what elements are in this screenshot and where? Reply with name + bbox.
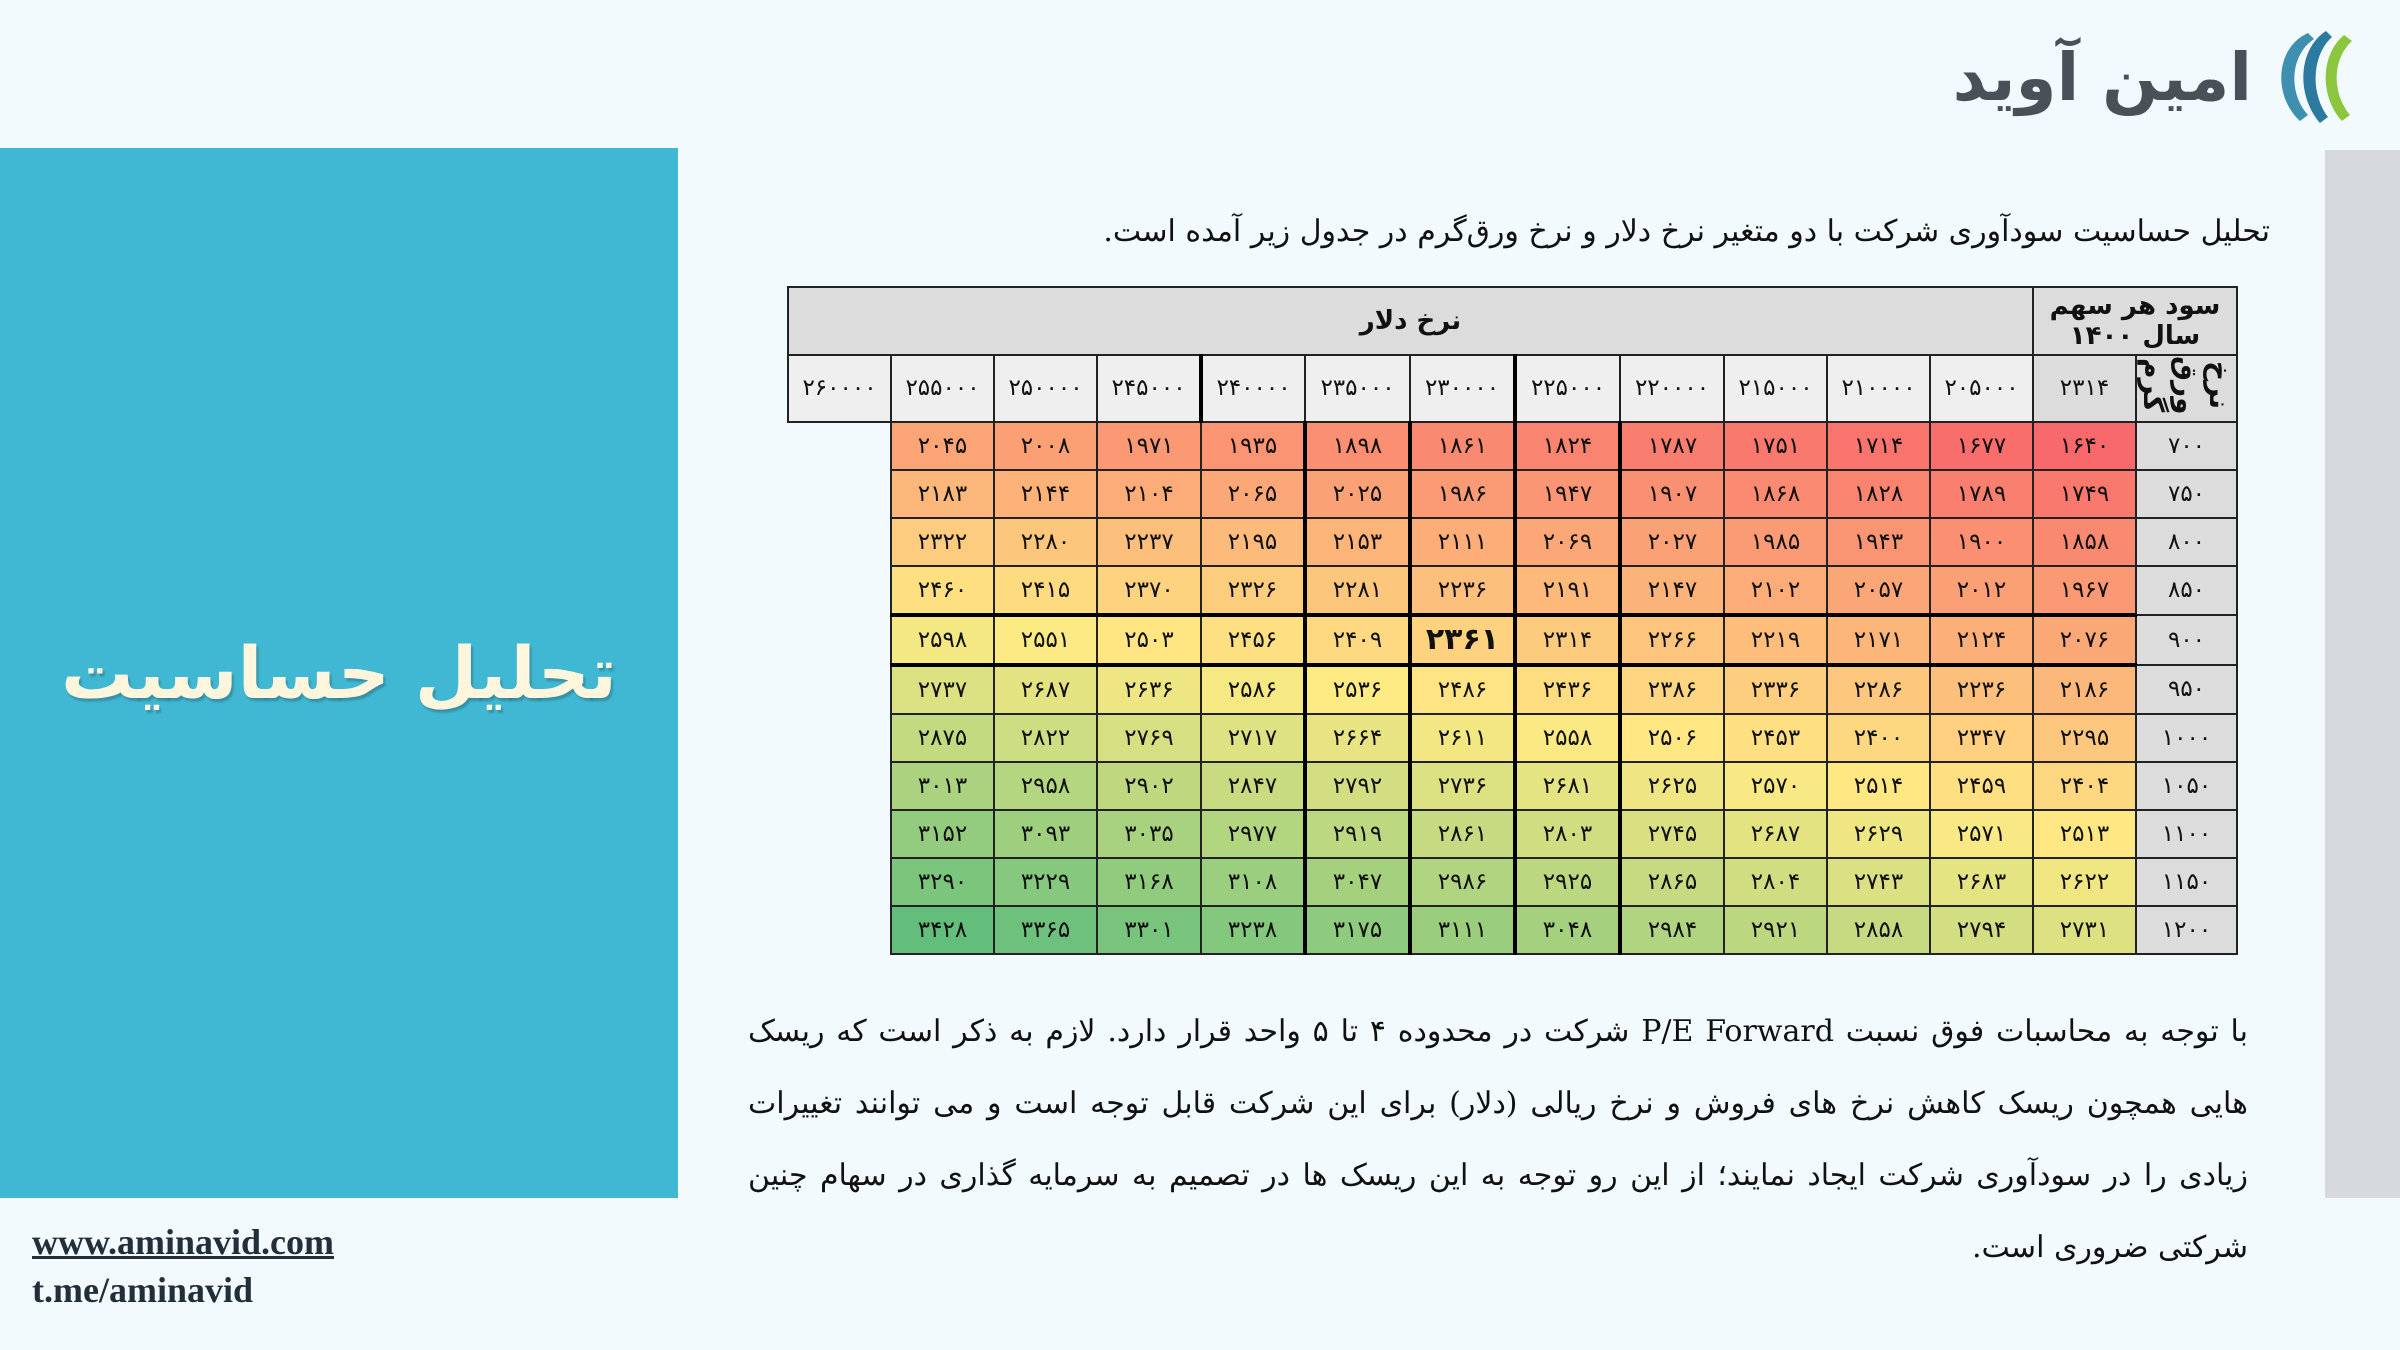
- dollar-rate-header: ۲۵۰۰۰۰: [994, 355, 1097, 422]
- eps-cell: ۲۱۰۲: [1724, 566, 1827, 615]
- eps-cell: ۲۸۲۲: [994, 714, 1097, 762]
- eps-cell: ۲۳۲۲: [891, 518, 994, 566]
- eps-cell: ۲۲۳۶: [1410, 566, 1515, 615]
- eps-cell: ۲۲۳۶: [1930, 665, 2033, 714]
- dollar-rate-header: ۲۲۵۰۰۰: [1515, 355, 1620, 422]
- eps-cell: ۱۸۲۴: [1515, 422, 1620, 470]
- dollar-rate-header: ۲۶۰۰۰۰: [788, 355, 891, 422]
- eps-cell: ۲۱۹۵: [1201, 518, 1305, 566]
- sheet-rate-header: ۹۵۰: [2136, 665, 2237, 714]
- eps-cell: ۳۰۳۵: [1097, 810, 1201, 858]
- slide-title: تحلیل حساسیت: [61, 631, 617, 715]
- table-row: [788, 566, 2237, 615]
- eps-cell: ۱۹۰۰: [1930, 518, 2033, 566]
- eps-cell: ۳۲۳۸: [1201, 906, 1305, 954]
- eps-cell: ۳۴۲۸: [891, 906, 994, 954]
- eps-cell: ۲۷۱۷: [1201, 714, 1305, 762]
- eps-cell: ۲۴۰۹: [1305, 615, 1410, 665]
- eps-cell: ۲۰۶۵: [1201, 470, 1305, 518]
- website-link[interactable]: www.aminavid.com: [32, 1222, 335, 1262]
- analysis-paragraph: با توجه به محاسبات فوق نسبت P/E Forward شرکت در محدوده ۴ تا ۵ واحد قرار دارد. لازم به ذکر است که ریسک هایی همچون ریسک کاهش نرخ های فروش و نرخ ریالی (دلار) برای این شرکت قابل توجه است و می توانند تغییرات زیادی را در سودآوری شرکت ایجاد نمایند؛ از این رو توجه به این ریسک ها در تصمیم به سرمایه گذاری در سهام چنین شرکتی ضروری است.: [748, 1014, 2249, 1265]
- eps-cell: ۲۵۷۱: [1930, 810, 2033, 858]
- eps-cell: ۲۳۸۶: [1620, 665, 1724, 714]
- dollar-rate-header: ۲۴۵۰۰۰: [1097, 355, 1201, 422]
- eps-cell: ۲۹۱۹: [1305, 810, 1410, 858]
- eps-cell: ۲۸۰۳: [1515, 810, 1620, 858]
- eps-cell: ۲۷۳۶: [1410, 762, 1515, 810]
- eps-cell: ۳۰۱۳: [891, 762, 994, 810]
- sensitivity-table-wrapper: [787, 286, 2238, 955]
- eps-cell: ۲۱۸۳: [891, 470, 994, 518]
- eps-cell: ۱۶۴۰: [2033, 422, 2136, 470]
- eps-cell: ۲۱۸۶: [2033, 665, 2136, 714]
- eps-cell: ۱۷۸۷: [1620, 422, 1724, 470]
- eps-cell: ۲۲۸۶: [1827, 665, 1930, 714]
- row-group-header: [2136, 355, 2237, 422]
- eps-cell: ۲۲۸۱: [1305, 566, 1410, 615]
- eps-cell: ۱۹۷۱: [1097, 422, 1201, 470]
- eps-cell: ۲۵۵۸: [1515, 714, 1620, 762]
- eps-cell: ۲۹۸۴: [1620, 906, 1724, 954]
- eps-cell: ۲۹۲۵: [1515, 858, 1620, 906]
- eps-cell: ۳۲۲۹: [994, 858, 1097, 906]
- eps-cell: ۲۸۴۷: [1201, 762, 1305, 810]
- eps-cell: ۲۹۷۷: [1201, 810, 1305, 858]
- eps-cell: ۲۶۶۴: [1305, 714, 1410, 762]
- eps-cell: ۲۴۸۶: [1410, 665, 1515, 714]
- sheet-rate-header: ۱۰۵۰: [2136, 762, 2237, 810]
- side-strip: [2325, 150, 2400, 1198]
- eps-cell: ۲۰۶۹: [1515, 518, 1620, 566]
- eps-cell: ۱۷۱۴: [1827, 422, 1930, 470]
- eps-cell: ۲۹۲۱: [1724, 906, 1827, 954]
- sensitivity-table: [787, 286, 2238, 955]
- table-row: [788, 906, 2237, 954]
- eps-cell: ۳۱۵۲: [891, 810, 994, 858]
- eps-cell: ۲۵۵۱: [994, 615, 1097, 665]
- eps-cell: ۲۵۱۳: [2033, 810, 2136, 858]
- brand-logo: [1953, 22, 2364, 132]
- eps-cell: ۲۱۹۱: [1515, 566, 1620, 615]
- eps-cell: ۲۷۳۱: [2033, 906, 2136, 954]
- column-header-row: [788, 355, 2237, 422]
- eps-cell: ۲۶۲۲: [2033, 858, 2136, 906]
- eps-cell: ۲۱۴۴: [994, 470, 1097, 518]
- eps-cell: ۱۸۶۸: [1724, 470, 1827, 518]
- eps-cell: ۲۷۶۹: [1097, 714, 1201, 762]
- eps-cell: ۳۰۴۸: [1515, 906, 1620, 954]
- eps-cell: ۲۹۸۶: [1410, 858, 1515, 906]
- eps-cell: ۲۰۲۵: [1305, 470, 1410, 518]
- eps-cell: ۱۹۰۷: [1620, 470, 1724, 518]
- eps-cell: ۳۱۷۵: [1305, 906, 1410, 954]
- eps-cell: ۲۸۶۵: [1620, 858, 1724, 906]
- eps-cell: ۲۷۹۴: [1930, 906, 2033, 954]
- dollar-rate-header: ۲۲۰۰۰۰: [1620, 355, 1724, 422]
- eps-cell: ۳۰۴۷: [1305, 858, 1410, 906]
- eps-cell: ۳۳۶۵: [994, 906, 1097, 954]
- eps-cell: ۱۹۶۷: [2033, 566, 2136, 615]
- eps-cell: ۲۲۸۰: [994, 518, 1097, 566]
- eps-cell: ۲۰۷۶: [2033, 615, 2136, 665]
- eps-cell: ۲۶۲۹: [1827, 810, 1930, 858]
- eps-cell: ۲۷۹۲: [1305, 762, 1410, 810]
- column-group-title: نرخ دلار: [788, 287, 2033, 355]
- eps-cell: ۳۱۱۱: [1410, 906, 1515, 954]
- eps-cell: ۲۶۱۱: [1410, 714, 1515, 762]
- dollar-rate-header: ۲۳۰۰۰۰: [1410, 355, 1515, 422]
- sheet-rate-header: ۸۵۰: [2136, 566, 2237, 615]
- table-row: [788, 714, 2237, 762]
- sheet-rate-header: ۷۰۰: [2136, 422, 2237, 470]
- eps-cell: ۲۲۱۹: [1724, 615, 1827, 665]
- sheet-rate-header: ۹۰۰: [2136, 615, 2237, 665]
- dollar-rate-header: ۲۵۵۰۰۰: [891, 355, 994, 422]
- eps-cell: ۲۰۵۷: [1827, 566, 1930, 615]
- eps-cell: ۲۴۰۴: [2033, 762, 2136, 810]
- eps-cell: ۲۲۳۷: [1097, 518, 1201, 566]
- eps-cell: ۲۴۱۵: [994, 566, 1097, 615]
- sheet-rate-header: ۸۰۰: [2136, 518, 2237, 566]
- footer-links: [32, 1218, 334, 1314]
- eps-cell: ۳۳۰۱: [1097, 906, 1201, 954]
- table-row: [788, 665, 2237, 714]
- eps-cell: ۲۴۵۶: [1201, 615, 1305, 665]
- eps-cell: ۲۵۷۰: [1724, 762, 1827, 810]
- eps-cell: ۲۴۵۹: [1930, 762, 2033, 810]
- eps-cell: ۱۶۷۷: [1930, 422, 2033, 470]
- eps-cell: ۲۶۸۳: [1930, 858, 2033, 906]
- eps-cell: ۲۶۸۱: [1515, 762, 1620, 810]
- eps-cell: ۲۷۳۷: [891, 665, 994, 714]
- intro-text: تحلیل حساسیت سودآوری شرکت با دو متغیر نرخ دلار و نرخ ورق‌گرم در جدول زیر آمده است.: [1103, 214, 2270, 249]
- eps-cell: ۲۱۰۴: [1097, 470, 1201, 518]
- eps-cell: ۱۹۳۵: [1201, 422, 1305, 470]
- sheet-rate-header: ۱۲۰۰: [2136, 906, 2237, 954]
- eps-cell: ۲۹۵۸: [994, 762, 1097, 810]
- eps-cell: ۲۰۲۷: [1620, 518, 1724, 566]
- dollar-rate-header: ۲۱۵۰۰۰: [1724, 355, 1827, 422]
- table-row: [788, 422, 2237, 470]
- eps-cell: ۱۸۵۸: [2033, 518, 2136, 566]
- eps-cell: ۲۱۵۳: [1305, 518, 1410, 566]
- dollar-rate-header: ۲۴۰۰۰۰: [1201, 355, 1305, 422]
- aminavid-logo-icon: [2268, 25, 2364, 129]
- telegram-link[interactable]: t.me/aminavid: [32, 1270, 253, 1310]
- eps-cell: ۲۵۱۴: [1827, 762, 1930, 810]
- dollar-rate-header: ۲۰۵۰۰۰: [1930, 355, 2033, 422]
- eps-cell: ۲۶۳۶: [1097, 665, 1201, 714]
- sheet-rate-header: ۷۵۰: [2136, 470, 2237, 518]
- eps-cell: ۱۸۶۱: [1410, 422, 1515, 470]
- eps-cell: ۳۲۹۰: [891, 858, 994, 906]
- eps-cell: ۲۷۴۳: [1827, 858, 1930, 906]
- eps-cell: ۲۳۳۶: [1724, 665, 1827, 714]
- eps-cell: ۱۸۹۸: [1305, 422, 1410, 470]
- eps-cell: ۲۵۰۶: [1620, 714, 1724, 762]
- brand-name: امین آوید: [1952, 38, 2252, 116]
- eps-cell: ۲۸۵۸: [1827, 906, 1930, 954]
- title-panel: [0, 148, 678, 1198]
- eps-cell: ۱۷۴۹: [2033, 470, 2136, 518]
- eps-cell: ۳۱۰۸: [1201, 858, 1305, 906]
- eps-cell: ۲۱۴۷: [1620, 566, 1724, 615]
- eps-cell: ۱۹۸۵: [1724, 518, 1827, 566]
- table-row: [788, 518, 2237, 566]
- eps-cell: ۲۶۸۷: [994, 665, 1097, 714]
- eps-cell: ۲۱۲۴: [1930, 615, 2033, 665]
- eps-cell: ۱۹۴۷: [1515, 470, 1620, 518]
- eps-cell: ۲۶۸۷: [1724, 810, 1827, 858]
- eps-cell: ۱۷۵۱: [1724, 422, 1827, 470]
- eps-cell: ۲۴۳۶: [1515, 665, 1620, 714]
- eps-cell: ۲۸۰۴: [1724, 858, 1827, 906]
- dollar-rate-header: ۲۳۵۰۰۰: [1305, 355, 1410, 422]
- eps-cell: ۲۶۲۵: [1620, 762, 1724, 810]
- table-row: [788, 810, 2237, 858]
- table-row: [788, 762, 2237, 810]
- eps-cell: ۲۴۶۰: [891, 566, 994, 615]
- eps-cell: ۲۲۶۶: [1620, 615, 1724, 665]
- eps-cell: ۲۱۷۱: [1827, 615, 1930, 665]
- eps-cell: ۲۵۹۸: [891, 615, 994, 665]
- table-row: [788, 858, 2237, 906]
- eps-cell: ۲۹۰۲: [1097, 762, 1201, 810]
- eps-cell: ۱۹۸۶: [1410, 470, 1515, 518]
- eps-cell: ۲۳۱۴: [1515, 615, 1620, 665]
- table-row: [788, 470, 2237, 518]
- eps-cell: ۲۸۶۱: [1410, 810, 1515, 858]
- eps-cell: ۲۷۴۵: [1620, 810, 1724, 858]
- table-row: [788, 615, 2237, 665]
- eps-cell: ۲۳۷۰: [1097, 566, 1201, 615]
- eps-cell: ۱۹۴۳: [1827, 518, 1930, 566]
- eps-cell: ۲۰۰۸: [994, 422, 1097, 470]
- sheet-rate-header: ۱۱۵۰: [2136, 858, 2237, 906]
- eps-cell: ۲۰۱۲: [1930, 566, 2033, 615]
- sheet-rate-header: ۱۰۰۰: [2136, 714, 2237, 762]
- sheet-rate-header: ۱۱۰۰: [2136, 810, 2237, 858]
- corner-title: سود هر سهم سال ۱۴۰۰: [2033, 287, 2237, 355]
- eps-cell: ۲۵۰۳: [1097, 615, 1201, 665]
- base-value-header: ۲۳۱۴: [2033, 355, 2136, 422]
- base-eps-cell: ۲۳۶۱: [1410, 615, 1515, 665]
- eps-cell: ۲۰۴۵: [891, 422, 994, 470]
- eps-cell: ۲۴۵۳: [1724, 714, 1827, 762]
- eps-cell: ۲۳۲۶: [1201, 566, 1305, 615]
- eps-cell: ۲۱۱۱: [1410, 518, 1515, 566]
- eps-cell: ۲۸۷۵: [891, 714, 994, 762]
- eps-cell: ۲۵۳۶: [1305, 665, 1410, 714]
- eps-cell: ۳۱۶۸: [1097, 858, 1201, 906]
- row-group-title: نرخ ورق گرم: [2137, 355, 2236, 415]
- eps-cell: ۲۲۹۵: [2033, 714, 2136, 762]
- eps-cell: ۲۴۰۰: [1827, 714, 1930, 762]
- eps-cell: ۳۰۹۳: [994, 810, 1097, 858]
- eps-cell: ۱۸۲۸: [1827, 470, 1930, 518]
- eps-cell: ۲۳۴۷: [1930, 714, 2033, 762]
- eps-cell: ۲۵۸۶: [1201, 665, 1305, 714]
- eps-cell: ۱۷۸۹: [1930, 470, 2033, 518]
- dollar-rate-header: ۲۱۰۰۰۰: [1827, 355, 1930, 422]
